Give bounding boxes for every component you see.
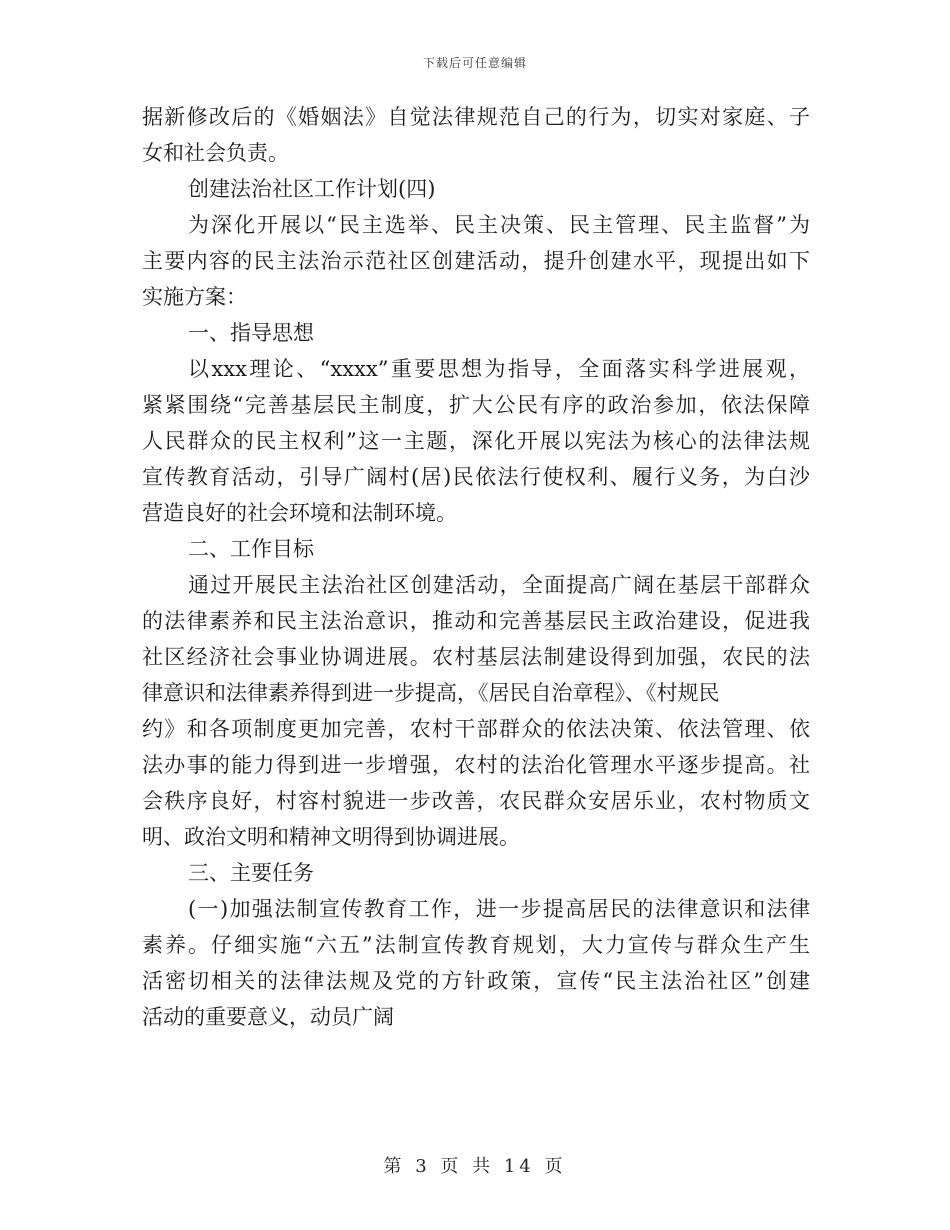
body-line: 女和社会负责。 — [142, 141, 289, 165]
body-line: 通过开展民主法治社区创建活动，全面提高广阔在基层干部群众 — [188, 573, 810, 597]
document-body — [142, 99, 810, 1035]
page-header: 下载后可任意编辑 — [422, 56, 527, 70]
section-heading: 一、指导思想 — [188, 321, 314, 345]
body-line: 社区经济社会事业协调进展。农村基层法制建设得到加强，农民的法 — [142, 645, 810, 669]
section-heading: 二、工作目标 — [188, 537, 314, 561]
body-line: 约》和各项制度更加完善，农村干部群众的依法决策、依法管理、依 — [142, 717, 810, 741]
body-line: 据新修改后的《婚姻法》自觉法律规范自己的行为，切实对家庭、子 — [142, 105, 810, 129]
body-line: 素养。仔细实施“六五”法制宣传教育规划，大力宣传与群众生产生 — [142, 933, 810, 957]
body-line: 实施方案： — [142, 285, 247, 309]
body-line: 律意识和法律素养得到进一步提高，《居民自治章程》、《村规民 — [142, 681, 720, 705]
body-line: (一)加强法制宣传教育工作，进一步提高居民的法律意识和法律 — [188, 897, 810, 921]
body-line: 人民群众的民主权利”这一主题，深化开展以宪法为核心的法律法规 — [142, 429, 810, 453]
body-line: 营造良好的社会环境和法制环境。 — [142, 501, 457, 525]
body-line: 会秩序良好，村容村貌进一步改善，农民群众安居乐业，农村物质文 — [142, 789, 810, 813]
body-line: 活动的重要意义，动员广阔 — [142, 1005, 394, 1029]
body-line: 明、政治文明和精神文明得到协调进展。 — [142, 825, 520, 849]
section-heading: 创建法治社区工作计划(四) — [188, 177, 436, 201]
page-number-footer: 第 3 页 共 14 页 — [383, 1156, 567, 1177]
body-line: 活密切相关的法律法规及党的方针政策，宣传“民主法治社区”创建 — [142, 969, 810, 993]
section-heading: 三、主要任务 — [188, 861, 314, 885]
body-line: 的法律素养和民主法治意识，推动和完善基层民主政治建设，促进我 — [142, 609, 810, 633]
body-line: 以xxx理论、“xxxx”重要思想为指导，全面落实科学进展观， — [188, 357, 810, 381]
body-line: 紧紧围绕“完善基层民主制度，扩大公民有序的政治参加，依法保障 — [142, 393, 810, 417]
body-line: 为深化开展以“民主选举、民主决策、民主管理、民主监督”为 — [188, 213, 810, 237]
body-line: 主要内容的民主法治示范社区创建活动，提升创建水平，现提出如下 — [142, 249, 810, 273]
body-line: 法办事的能力得到进一步增强，农村的法治化管理水平逐步提高。社 — [142, 753, 810, 777]
body-line: 宣传教育活动，引导广阔村(居)民依法行使权利、履行义务，为白沙 — [142, 465, 810, 489]
